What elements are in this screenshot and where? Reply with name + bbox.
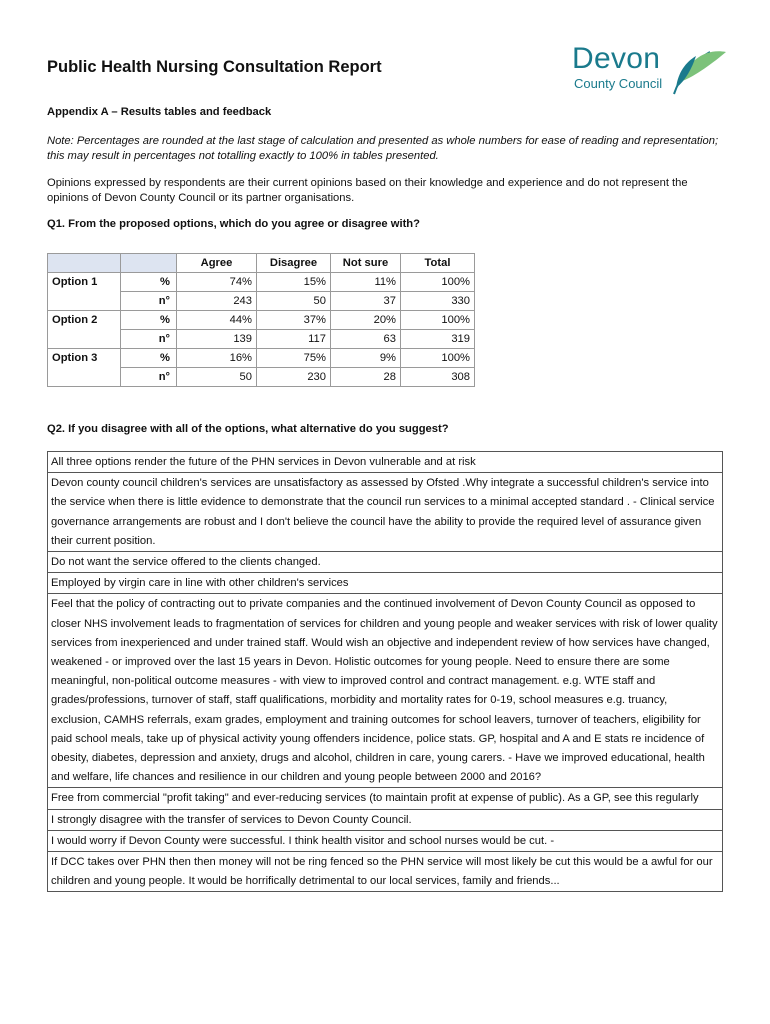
cell-value: 16% xyxy=(177,349,257,368)
cell-value: 15% xyxy=(257,273,331,292)
cell-value: 50 xyxy=(177,368,257,387)
table-row xyxy=(48,452,723,473)
table-row xyxy=(48,552,723,573)
response-cell: Employed by virgin care in line with other children's services xyxy=(48,573,723,594)
response-cell: Devon county council children's services are unsatisfactory as assessed by Ofsted .Why integrate a successful children's service into the service when there is little evidence to demonstrate that the council run services to a minimal accepted standard . - Clinical service governance arrangements are robust and I don't believe the council have the ability to provide the required level of assurance given their current position. xyxy=(48,473,723,552)
cell-value: 117 xyxy=(257,330,331,349)
column-header-agree: Agree xyxy=(177,254,257,273)
cell-value: 100% xyxy=(401,349,475,368)
percent-unit: % xyxy=(121,311,177,330)
header-blank-cell xyxy=(48,254,121,273)
cell-value: 75% xyxy=(257,349,331,368)
table-row xyxy=(48,809,723,830)
appendix-heading: Appendix A – Results tables and feedback xyxy=(47,106,272,118)
table-row xyxy=(48,594,723,788)
percent-unit: % xyxy=(121,349,177,368)
header-blank-cell xyxy=(121,254,177,273)
count-unit: n° xyxy=(121,292,177,311)
report-title: Public Health Nursing Consultation Report xyxy=(47,58,382,76)
table-row xyxy=(48,273,475,292)
response-cell: Do not want the service offered to the clients changed. xyxy=(48,552,723,573)
table-row xyxy=(48,311,475,330)
cell-value: 63 xyxy=(331,330,401,349)
response-cell: Free from commercial "profit taking" and ever-reducing services (to maintain profit at expense of public). As a GP, see this regularly xyxy=(48,788,723,809)
option-label: Option 2 xyxy=(48,311,121,349)
cell-value: 11% xyxy=(331,273,401,292)
logo-subtitle: County Council xyxy=(574,76,663,91)
cell-value: 74% xyxy=(177,273,257,292)
column-header-not-sure: Not sure xyxy=(331,254,401,273)
table-row xyxy=(48,473,723,552)
q1-results-table xyxy=(47,253,475,387)
percent-unit: % xyxy=(121,273,177,292)
cell-value: 9% xyxy=(331,349,401,368)
cell-value: 37 xyxy=(331,292,401,311)
table-row xyxy=(48,573,723,594)
table-row xyxy=(48,349,475,368)
column-header-disagree: Disagree xyxy=(257,254,331,273)
cell-value: 44% xyxy=(177,311,257,330)
table-row xyxy=(48,788,723,809)
column-header-total: Total xyxy=(401,254,475,273)
table-header-row xyxy=(48,254,475,273)
cell-value: 230 xyxy=(257,368,331,387)
cell-value: 50 xyxy=(257,292,331,311)
count-unit: n° xyxy=(121,368,177,387)
leaf-icon xyxy=(666,42,728,96)
q2-responses-table xyxy=(47,451,723,892)
cell-value: 100% xyxy=(401,311,475,330)
rounding-note: Note: Percentages are rounded at the last stage of calculation and presented as whole numbers for ease of reading and representation; this may result in percentages not totalling exactly to 100% in tables presented. xyxy=(47,135,719,162)
question-1: Q1. From the proposed options, which do you agree or disagree with? xyxy=(47,218,420,230)
cell-value: 28 xyxy=(331,368,401,387)
opinions-disclaimer: Opinions expressed by respondents are their current opinions based on their knowledge and experience and do not represent the opinions of Devon County Council or its partner organisations. xyxy=(47,177,688,204)
cell-value: 100% xyxy=(401,273,475,292)
response-cell: Feel that the policy of contracting out to private companies and the continued involvement of Devon County Council as opposed to closer NHS involvement leads to fragmentation of services for children and young people and weaker services with risk of lower quality services from inexperienced and under trained staff. Would wish an objective and independent review of how services have changed, weakened - or improved over the last 15 years in Devon. Holistic outcomes for young people. Need to ensure there are some meaningful, non-political outcome measures - with view to improved control and contract management. e.g. WTE staff and grades/professions, turnover of staff, staff qualifications, morbidity and mortality rates for 0-19, school measures e.g. truancy, exclusion, CAMHS referrals, exam grades, employment and training outcomes for school leavers, turnover of teachers, eligibility for paid school meals, take up of physical activity young offenders incidence, police stats. GP, hospital and A and E stats re incidence of obesity, diabetes, depression and anxiety, drugs and alcohol, children in care, young carers. - Have we improved educational, health and welfare, life chances and resilience in our children and young people between 2000 and 2016? xyxy=(48,594,723,788)
table-row xyxy=(48,852,723,892)
cell-value: 243 xyxy=(177,292,257,311)
table-row xyxy=(48,830,723,851)
response-cell: I strongly disagree with the transfer of services to Devon County Council. xyxy=(48,809,723,830)
cell-value: 330 xyxy=(401,292,475,311)
cell-value: 20% xyxy=(331,311,401,330)
question-2: Q2. If you disagree with all of the options, what alternative do you suggest? xyxy=(47,423,449,435)
logo-word: Devon xyxy=(572,42,661,75)
response-cell: If DCC takes over PHN then then money will not be ring fenced so the PHN service will most likely be cut this would be a awful for our children and young people. It would be horrifically detrimental to our local services, family and friends... xyxy=(48,852,723,892)
count-unit: n° xyxy=(121,330,177,349)
devon-logo xyxy=(570,42,730,98)
cell-value: 308 xyxy=(401,368,475,387)
cell-value: 139 xyxy=(177,330,257,349)
option-label: Option 1 xyxy=(48,273,121,311)
response-cell: All three options render the future of the PHN services in Devon vulnerable and at risk xyxy=(48,452,723,473)
cell-value: 37% xyxy=(257,311,331,330)
response-cell: I would worry if Devon County were successful. I think health visitor and school nurses would be cut. - xyxy=(48,830,723,851)
option-label: Option 3 xyxy=(48,349,121,387)
cell-value: 319 xyxy=(401,330,475,349)
